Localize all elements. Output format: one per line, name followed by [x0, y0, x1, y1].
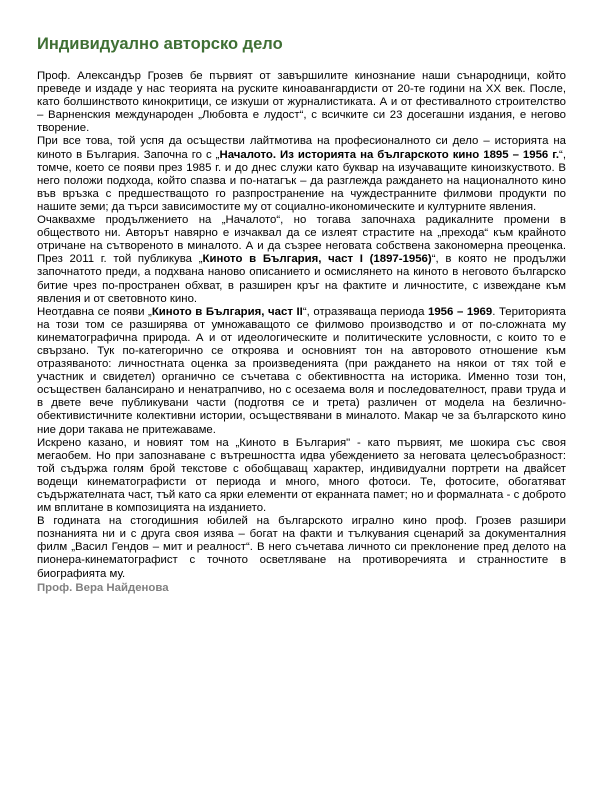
bold-text: Киното в България, част II	[151, 305, 303, 318]
text-segment: “, томче, което се появи през 1985 г. и до днес служи като буквар на изучаващите киноизкуството. В него положи подхода, който спазва и по-натагък – да разглежда раждането на националното кино във връзка с предшестващото го разпространение на чуждестранните филмови продукти по нашите земи; да търси зависимостите му от социално-икономическите и културните явления.	[37, 148, 567, 213]
paragraph	[37, 306, 566, 437]
text-segment: Очаквахме продължението на „Началото“, но тогава започнаха радикалните промени в обществото ни. Авторът навярно е изчаквал да се излеят страстите на „прехода“ към крайното отричане на сътвореното в миналото. А и да съзрее неговата собствена закономерна преоценка. През 2011 г. той публикува „	[37, 214, 566, 266]
article-body	[37, 70, 566, 581]
article-title: Индивидуално авторско дело	[37, 35, 283, 53]
paragraph	[37, 437, 566, 516]
paragraph	[37, 135, 566, 214]
paragraph	[37, 214, 566, 306]
text-segment: В годината на стогодишния юбилей на българското игрално кино проф. Грозев разшири познанията ни и с друга своя изява – богат на факти и тълкувания сценарий за документалния филм „Васил Гендов – мит и реалност“. В него съчетава личното си преклонение пред делото на пионера-кинематографист с точното осветляване на противоречията и странностите в биографията му.	[37, 515, 566, 580]
author-signature: Проф. Вера Найденова	[37, 581, 169, 594]
text-segment: При все това, той успя да осъществи лайтмотива на професионалното си дело – историята на киното в България. Започна го с „	[37, 135, 566, 161]
article	[37, 34, 566, 595]
text-segment: “, отразяваща периода	[302, 305, 429, 318]
text-segment: Искрено казано, и новият том на „Киното в България" - като първият, ме шокира със своя мегаобем. Но при запознаване с вътрешността идва убеждението за неговата целесъобразност: той съдържа голям брой текстове с обобщаващ характер, индивидуални портрети на двайсет водещи кинематографисти от периода и много, много фотоси. Те, фотосите, обогатяват съдържателната част, тъй като са ярки елементи от екранната памет; но и формалната - с доброто им вплитане в композицията на изданието.	[37, 436, 566, 515]
text-segment: . Територията на този том се разширява от умножаващото се филмово производство и от по-сложната му кинематографична природа. А и от идеологическите и политическите условности, с които то е свързано. Тук по-категорично се откроява и основният тон на авторовото отношение към отразяваното: личностната оценка за произведенията (при раждането на някои от тях той е участник и свидетел) органично се съчетава с обективността на историка. Именно този тон, осъществен балансирано и ненатрапчиво, но с осезаема воля и последователност, прави труда и в двете вече публикувани части (подготвя се и трета) различен от модела на безлично-обективистичните колективни истории, осъществявани в миналото. Макар че за българското кино ние дори такава не притежаваме.	[37, 305, 567, 436]
bold-text: Началото. Из историята на българското кино 1895 – 1956 г.	[219, 148, 560, 161]
bold-text: Киното в България, част I (1897-1956)	[202, 253, 432, 266]
text-segment: “, в която не продължи започнатото преди, а подхвана наново описанието и осмислянето на киното в неговото българско битие чрез по-пространен обхват, в разширен кръг на фактите и личностите, с извеждане към явления и от световното кино.	[37, 253, 566, 305]
paragraph	[37, 70, 566, 135]
paragraph	[37, 515, 566, 580]
text-segment: Проф. Александър Грозев бе първият от завършилите кинознание наши сънародници, който преведе и издаде у нас теорията на руските киноавангардисти от 20-те години на ХХ век. После, като болшинството кинокритици, се изкуши от журналистиката. А и от фестивалното строителство – Варненския международен „Любовта е лудост“, с всичките си 23 досегашни издания, е негово творение.	[37, 70, 566, 135]
text-segment: Неотдавна се появи „	[37, 305, 152, 318]
bold-text: 1956 – 1969	[428, 305, 493, 318]
